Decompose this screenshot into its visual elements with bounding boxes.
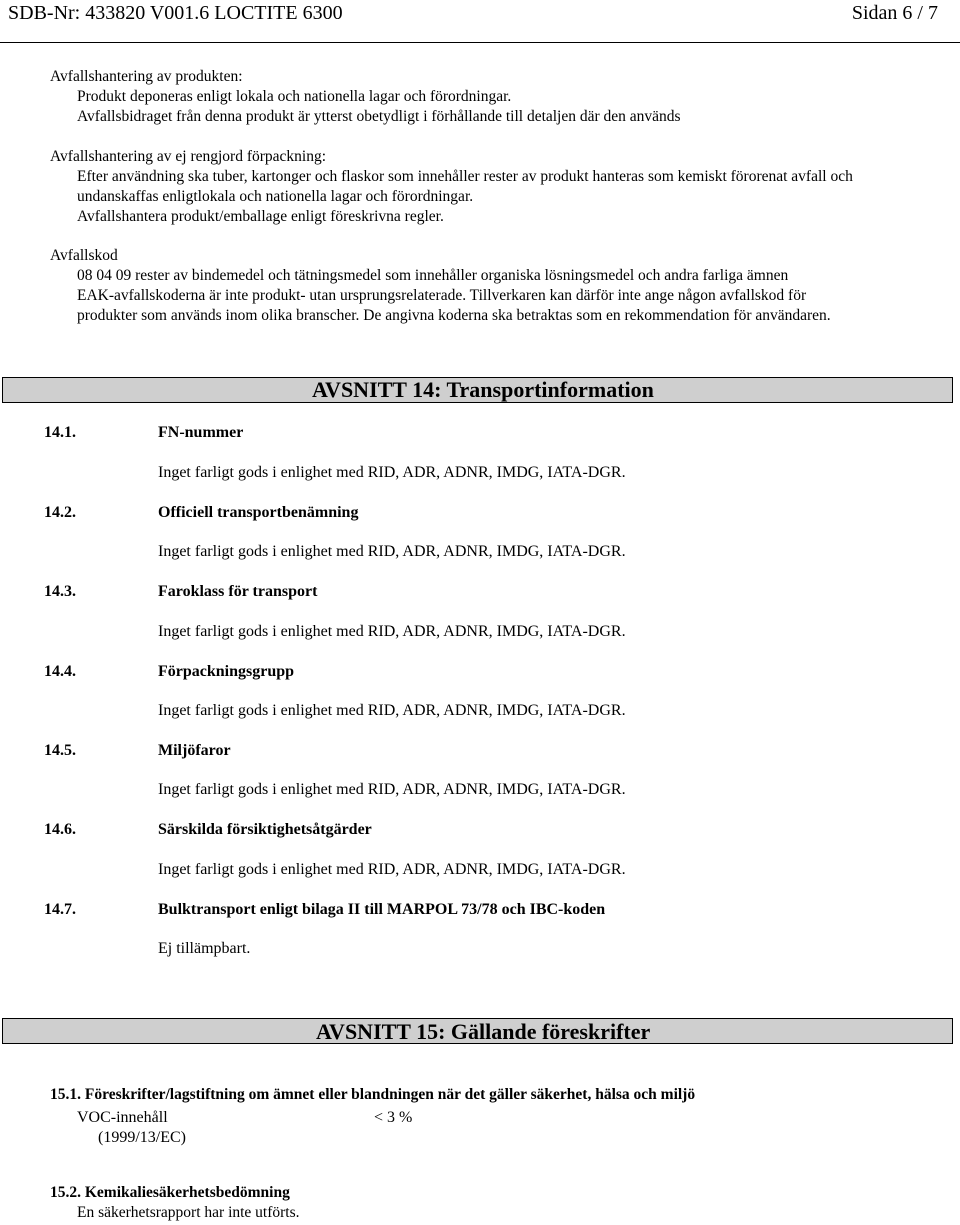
waste-code-line1: 08 04 09 rester av bindemedel och tätningsmedel som innehåller organiska lösningsmedel och andra farliga ämnen — [77, 267, 789, 284]
waste-packaging-line1: Efter användning ska tuber, kartonger och flaskor som innehåller rester av produkt hanteras som kemiskt förorenat avfall och — [77, 168, 853, 185]
voc-label: VOC-innehåll — [77, 1109, 168, 1126]
item-label: Faroklass för transport — [158, 583, 318, 600]
item-label: FN-nummer — [158, 424, 244, 441]
item-text: Inget farligt gods i enlighet med RID, ADR, ADNR, IMDG, IATA-DGR. — [158, 861, 626, 878]
item-text: Inget farligt gods i enlighet med RID, ADR, ADNR, IMDG, IATA-DGR. — [158, 623, 626, 640]
section15-2-text: En säkerhetsrapport har inte utförts. — [77, 1204, 300, 1221]
item-text: Inget farligt gods i enlighet med RID, ADR, ADNR, IMDG, IATA-DGR. — [158, 781, 626, 798]
page-number: Sidan 6 / 7 — [851, 2, 938, 24]
item-label: Miljöfaror — [158, 742, 231, 759]
item-number: 14.1. — [44, 424, 76, 441]
section15-title: AVSNITT 15: Gällande föreskrifter — [316, 1019, 651, 1044]
waste-packaging-heading: Avfallshantering av ej rengjord förpackning: — [50, 148, 327, 165]
waste-product-line2: Avfallsbidraget från denna produkt är ytterst obetydligt i förhållande till detaljen där den används — [77, 108, 681, 125]
item-text: Ej tillämpbart. — [158, 940, 251, 957]
waste-code-line3: produkter som används inom olika branscher. De angivna koderna ska betraktas som en rekommendation för användaren. — [77, 307, 831, 324]
section15-2-heading: 15.2. Kemikaliesäkerhetsbedömning — [50, 1184, 290, 1201]
item-number: 14.6. — [44, 821, 76, 838]
item-label: Särskilda försiktighetsåtgärder — [158, 821, 372, 838]
item-text: Inget farligt gods i enlighet med RID, ADR, ADNR, IMDG, IATA-DGR. — [158, 464, 626, 481]
voc-value: < 3 % — [374, 1109, 413, 1126]
waste-product-heading: Avfallshantering av produkten: — [50, 68, 243, 85]
waste-packaging-line2: undanskaffas enligtlokala och nationella lagar och förordningar. — [77, 188, 474, 205]
item-text: Inget farligt gods i enlighet med RID, ADR, ADNR, IMDG, IATA-DGR. — [158, 543, 626, 560]
waste-product-line1: Produkt deponeras enligt lokala och nationella lagar och förordningar. — [77, 88, 512, 105]
header-rule — [0, 42, 960, 43]
item-number: 14.3. — [44, 583, 76, 600]
item-label: Officiell transportbenämning — [158, 504, 359, 521]
section15-1-heading: 15.1. Föreskrifter/lagstiftning om ämnet eller blandningen när det gäller säkerhet, hälsa och miljö — [50, 1086, 696, 1103]
waste-packaging-line3: Avfallshantera produkt/emballage enligt föreskrivna regler. — [77, 208, 444, 225]
item-label: Förpackningsgrupp — [158, 663, 295, 680]
document-header-id: SDB-Nr: 433820 V001.6 LOCTITE 6300 — [8, 2, 343, 24]
waste-code-heading: Avfallskod — [50, 247, 118, 264]
item-number: 14.7. — [44, 901, 76, 918]
item-number: 14.4. — [44, 663, 76, 680]
item-label: Bulktransport enligt bilaga II till MARPOL 73/78 och IBC-koden — [158, 901, 606, 918]
item-number: 14.5. — [44, 742, 76, 759]
voc-regulation: (1999/13/EC) — [98, 1129, 186, 1146]
item-number: 14.2. — [44, 504, 76, 521]
section14-title: AVSNITT 14: Transportinformation — [312, 377, 654, 402]
waste-code-line2: EAK-avfallskoderna är inte produkt- utan ursprungsrelaterade. Tillverkaren kan därför inte ange någon avfallskod för — [77, 287, 807, 304]
item-text: Inget farligt gods i enlighet med RID, ADR, ADNR, IMDG, IATA-DGR. — [158, 702, 626, 719]
